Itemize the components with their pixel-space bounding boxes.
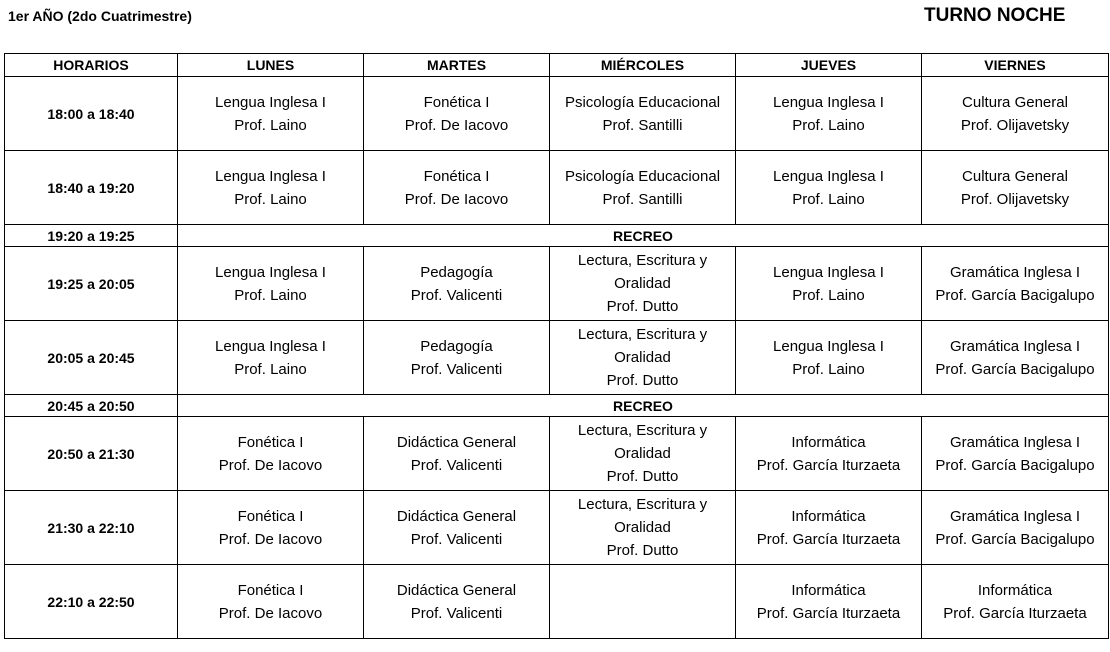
teacher-name: Prof. Laino xyxy=(234,286,307,304)
teacher-name: Prof. Laino xyxy=(234,190,307,208)
subject-name: Informática xyxy=(791,507,866,525)
teacher-name: Prof. Valicenti xyxy=(410,456,503,474)
teacher-name: Prof. García Iturzaeta xyxy=(756,456,901,474)
subject-name: Informática xyxy=(791,581,866,599)
time-slot-cell: 21:30 a 22:10 xyxy=(5,491,178,565)
class-cell-lunes xyxy=(178,321,364,395)
class-cell-viernes xyxy=(922,565,1109,639)
class-cell-martes xyxy=(364,321,550,395)
subject-name: Didáctica General xyxy=(396,581,517,599)
class-cell-viernes xyxy=(922,151,1109,225)
class-cell-martes xyxy=(364,491,550,565)
class-cell-miercoles xyxy=(550,77,736,151)
teacher-name: Prof. Laino xyxy=(234,360,307,378)
teacher-name: Prof. Laino xyxy=(792,360,865,378)
class-cell-viernes xyxy=(922,491,1109,565)
class-cell-jueves xyxy=(736,491,922,565)
subject-name: Lengua Inglesa I xyxy=(773,167,884,185)
schedule-table xyxy=(4,53,1109,639)
class-cell-lunes xyxy=(178,151,364,225)
subject-name: Fonética I xyxy=(237,433,304,451)
class-cell-miercoles xyxy=(550,565,736,639)
schedule-title: 1er AÑO (2do Cuatrimestre) xyxy=(8,8,192,24)
class-cell-miercoles xyxy=(550,247,736,321)
teacher-name: Prof. Santilli xyxy=(602,116,683,134)
subject-name: Lengua Inglesa I xyxy=(773,337,884,355)
teacher-name: Prof. Laino xyxy=(792,116,865,134)
subject-name: Lengua Inglesa I xyxy=(215,93,326,111)
teacher-name: Prof. De Iacovo xyxy=(404,190,509,208)
subject-name: Fonética I xyxy=(237,581,304,599)
class-cell-miercoles xyxy=(550,151,736,225)
schedule-body xyxy=(5,77,1109,639)
break-label: RECREO xyxy=(178,225,1109,247)
class-cell-miercoles xyxy=(550,321,736,395)
subject-name: Cultura General xyxy=(962,167,1068,185)
time-slot-cell: 19:25 a 20:05 xyxy=(5,247,178,321)
table-row xyxy=(5,321,1109,395)
table-row xyxy=(5,151,1109,225)
teacher-name: Prof. Dutto xyxy=(606,542,679,559)
teacher-name: Prof. Dutto xyxy=(606,298,679,315)
subject-name: Oralidad xyxy=(614,445,671,462)
time-slot-cell: 18:40 a 19:20 xyxy=(5,151,178,225)
class-cell-martes xyxy=(364,417,550,491)
subject-name: Psicología Educacional xyxy=(564,167,721,185)
break-row xyxy=(5,395,1109,417)
subject-name: Pedagogía xyxy=(420,263,493,281)
break-row xyxy=(5,225,1109,247)
table-row xyxy=(5,417,1109,491)
teacher-name: Prof. Laino xyxy=(792,190,865,208)
subject-name: Informática xyxy=(791,433,866,451)
teacher-name: Prof. Laino xyxy=(234,116,307,134)
subject-name: Psicología Educacional xyxy=(564,93,721,111)
teacher-name: Prof. De Iacovo xyxy=(218,456,323,474)
class-cell-jueves xyxy=(736,565,922,639)
teacher-name: Prof. García Bacigalupo xyxy=(935,456,1095,474)
subject-name: Didáctica General xyxy=(396,433,517,451)
time-slot-cell: 20:50 a 21:30 xyxy=(5,417,178,491)
column-header-martes: MARTES xyxy=(364,54,550,77)
teacher-name: Prof. García Bacigalupo xyxy=(935,530,1095,548)
subject-name: Pedagogía xyxy=(420,337,493,355)
class-cell-miercoles xyxy=(550,491,736,565)
class-cell-jueves xyxy=(736,321,922,395)
teacher-name: Prof. Valicenti xyxy=(410,286,503,304)
break-label: RECREO xyxy=(178,395,1109,417)
teacher-name: Prof. Valicenti xyxy=(410,530,503,548)
subject-name: Didáctica General xyxy=(396,507,517,525)
class-cell-lunes xyxy=(178,77,364,151)
teacher-name: Prof. García Iturzaeta xyxy=(756,604,901,622)
teacher-name: Prof. Olijavetsky xyxy=(960,116,1070,134)
subject-name: Lectura, Escritura y xyxy=(577,252,708,269)
teacher-name: Prof. Dutto xyxy=(606,468,679,485)
subject-name: Gramática Inglesa I xyxy=(949,337,1081,355)
column-header-miercoles: MIÉRCOLES xyxy=(550,54,736,77)
class-cell-martes xyxy=(364,77,550,151)
time-slot-cell: 20:05 a 20:45 xyxy=(5,321,178,395)
column-header-jueves: JUEVES xyxy=(736,54,922,77)
class-cell-miercoles xyxy=(550,417,736,491)
time-slot-cell: 22:10 a 22:50 xyxy=(5,565,178,639)
subject-name: Informática xyxy=(977,581,1053,599)
class-cell-jueves xyxy=(736,77,922,151)
subject-name: Lectura, Escritura y xyxy=(577,326,708,343)
class-cell-viernes xyxy=(922,247,1109,321)
teacher-name: Prof. Valicenti xyxy=(410,604,503,622)
teacher-name: Prof. Laino xyxy=(792,286,865,304)
teacher-name: Prof. García Iturzaeta xyxy=(943,604,1087,622)
shift-label: TURNO NOCHE xyxy=(924,5,1066,26)
teacher-name: Prof. Dutto xyxy=(606,372,679,389)
class-cell-jueves xyxy=(736,417,922,491)
class-cell-lunes xyxy=(178,247,364,321)
class-cell-jueves xyxy=(736,247,922,321)
class-cell-viernes xyxy=(922,417,1109,491)
subject-name: Lectura, Escritura y xyxy=(577,422,708,439)
column-header-lunes: LUNES xyxy=(178,54,364,77)
class-cell-lunes xyxy=(178,417,364,491)
class-cell-martes xyxy=(364,151,550,225)
teacher-name: Prof. Valicenti xyxy=(410,360,503,378)
header-row xyxy=(5,54,1109,77)
column-header-viernes: VIERNES xyxy=(922,54,1109,77)
teacher-name: Prof. De Iacovo xyxy=(218,530,323,548)
time-slot-cell: 20:45 a 20:50 xyxy=(5,395,178,417)
time-slot-cell: 19:20 a 19:25 xyxy=(5,225,178,247)
class-cell-jueves xyxy=(736,151,922,225)
class-cell-martes xyxy=(364,565,550,639)
class-cell-viernes xyxy=(922,77,1109,151)
teacher-name: Prof. García Bacigalupo xyxy=(935,360,1095,378)
subject-name: Oralidad xyxy=(614,519,671,536)
teacher-name: Prof. De Iacovo xyxy=(404,116,509,134)
teacher-name: Prof. Olijavetsky xyxy=(960,190,1070,208)
subject-name: Lengua Inglesa I xyxy=(215,263,326,281)
table-row xyxy=(5,247,1109,321)
subject-name: Gramática Inglesa I xyxy=(949,433,1081,451)
class-cell-lunes xyxy=(178,491,364,565)
class-cell-martes xyxy=(364,247,550,321)
subject-name: Oralidad xyxy=(614,275,671,292)
teacher-name: Prof. Santilli xyxy=(602,190,683,208)
subject-name: Lectura, Escritura y xyxy=(577,496,708,513)
table-row xyxy=(5,77,1109,151)
teacher-name: Prof. García Bacigalupo xyxy=(935,286,1095,304)
schedule-header xyxy=(5,54,1109,77)
subject-name: Gramática Inglesa I xyxy=(949,263,1081,281)
teacher-name: Prof. De Iacovo xyxy=(218,604,323,622)
table-row xyxy=(5,491,1109,565)
subject-name: Gramática Inglesa I xyxy=(949,507,1081,525)
class-cell-viernes xyxy=(922,321,1109,395)
table-row xyxy=(5,565,1109,639)
subject-name: Lengua Inglesa I xyxy=(773,263,884,281)
time-slot-cell: 18:00 a 18:40 xyxy=(5,77,178,151)
subject-name: Cultura General xyxy=(962,93,1068,111)
subject-name: Lengua Inglesa I xyxy=(215,167,326,185)
subject-name: Lengua Inglesa I xyxy=(215,337,326,355)
subject-name: Oralidad xyxy=(614,349,671,366)
subject-name: Fonética I xyxy=(237,507,304,525)
subject-name: Fonética I xyxy=(423,167,490,185)
subject-name: Lengua Inglesa I xyxy=(773,93,884,111)
subject-name: Fonética I xyxy=(423,93,490,111)
class-cell-lunes xyxy=(178,565,364,639)
column-header-horarios: HORARIOS xyxy=(5,54,178,77)
teacher-name: Prof. García Iturzaeta xyxy=(756,530,901,548)
